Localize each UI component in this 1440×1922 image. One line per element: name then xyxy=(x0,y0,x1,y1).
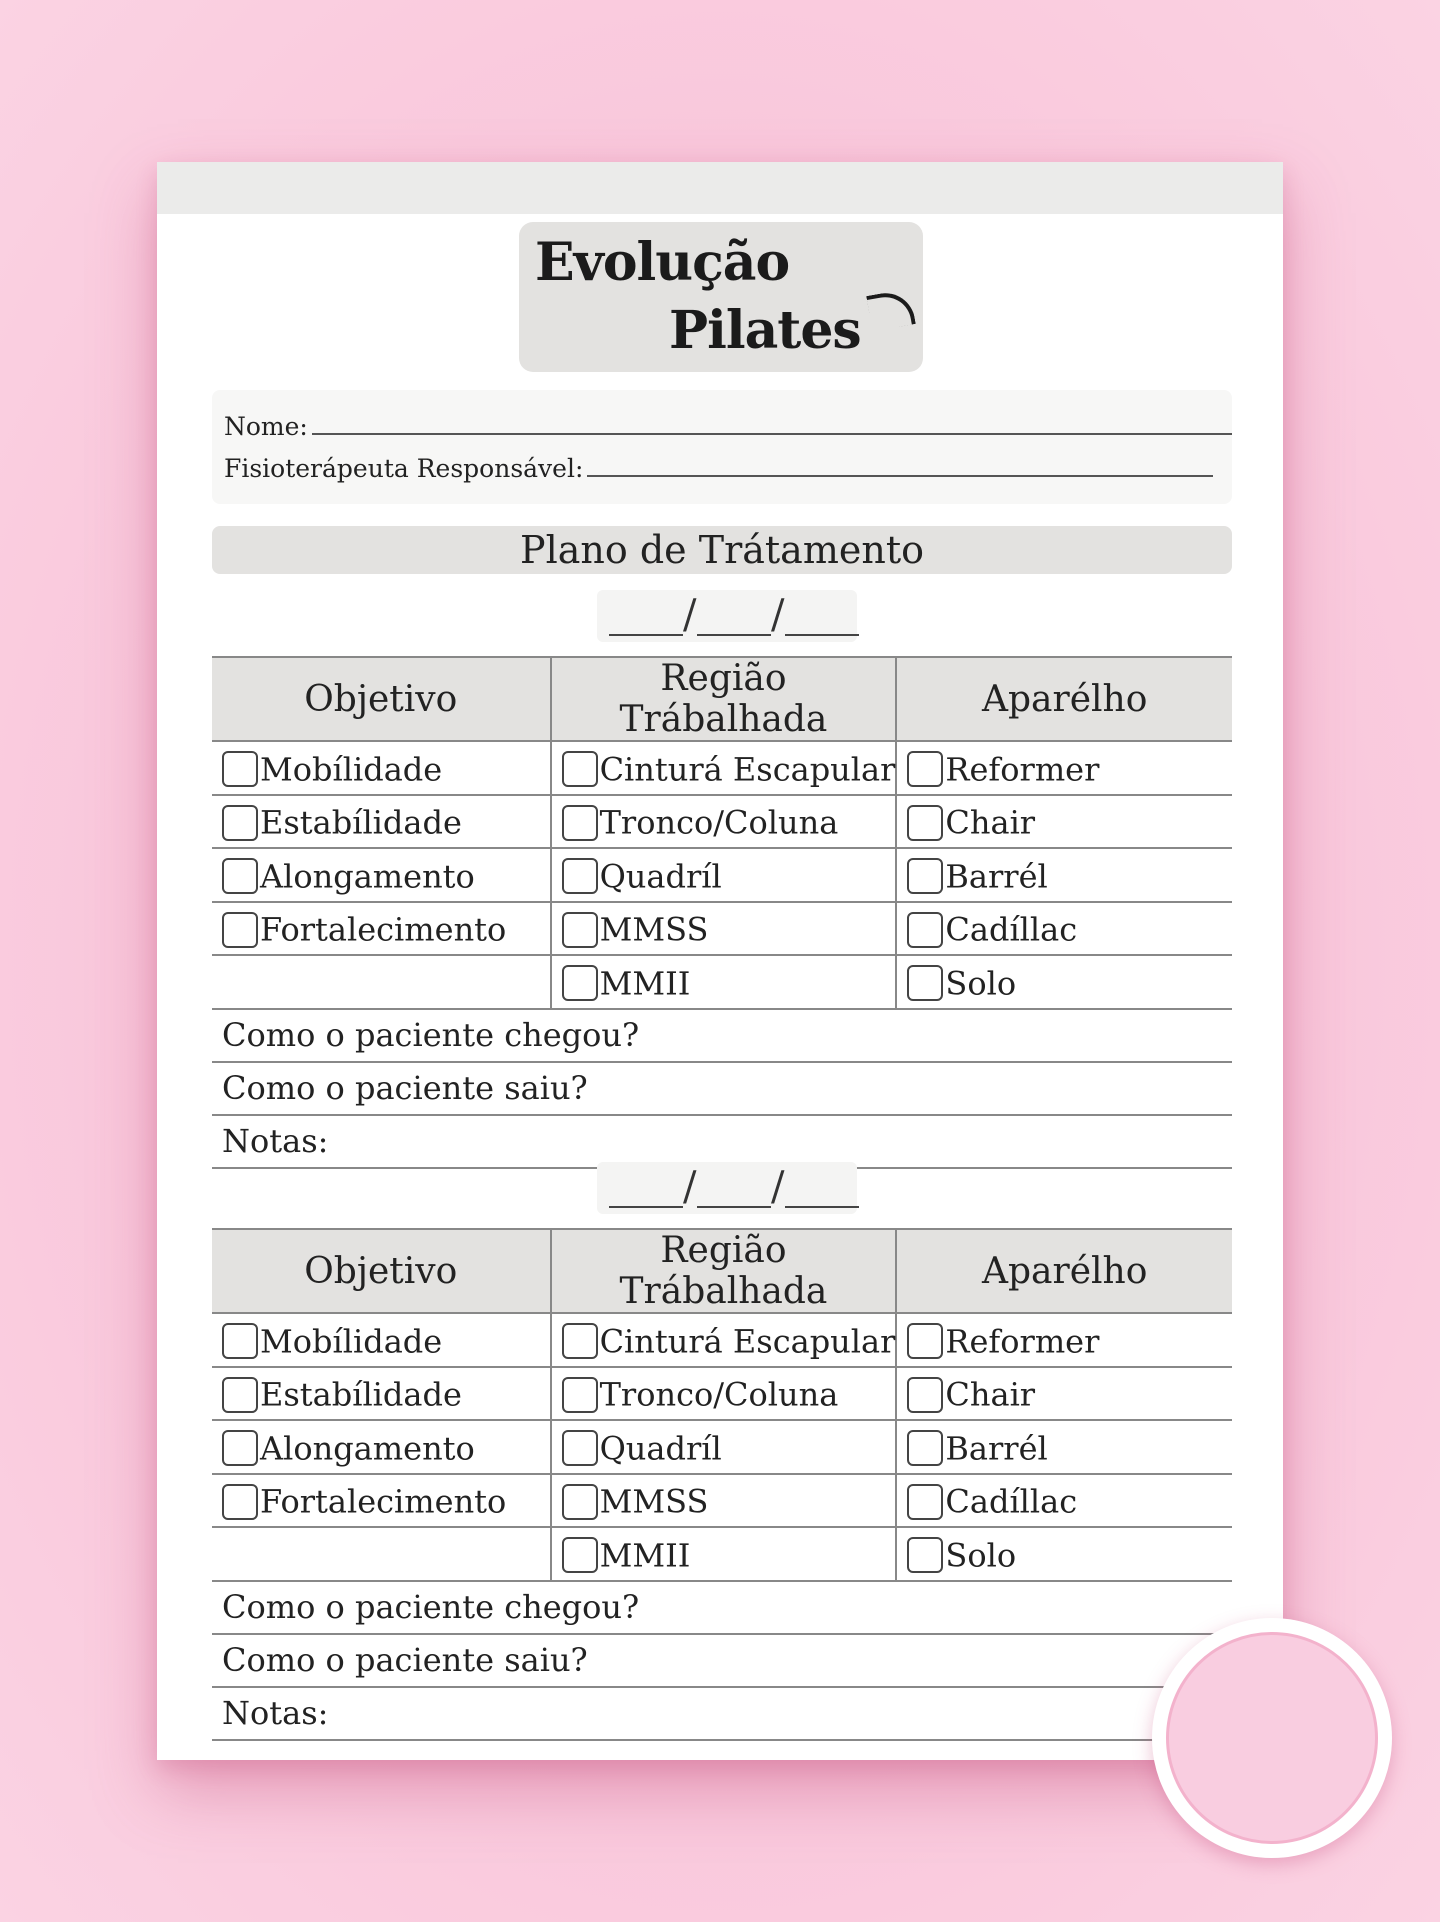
option-cell[interactable] xyxy=(212,741,551,795)
title-box xyxy=(519,222,923,372)
table-row xyxy=(212,1474,1232,1528)
option-label: Chair xyxy=(945,1375,1036,1414)
option-label: Tronco/Coluna xyxy=(599,1375,839,1414)
table-row xyxy=(212,795,1232,849)
option-cell[interactable] xyxy=(212,902,551,956)
option-cell[interactable] xyxy=(896,902,1232,956)
option-cell[interactable] xyxy=(212,1367,551,1421)
header-regiao: Região Trábalhada xyxy=(551,657,897,741)
table-row xyxy=(212,902,1232,956)
header-objetivo: Objetivo xyxy=(212,1229,551,1313)
option-label: MMSS xyxy=(599,910,709,949)
name-row xyxy=(224,412,1232,441)
table-row xyxy=(212,848,1232,902)
date-year-1[interactable] xyxy=(785,634,859,636)
checkbox[interactable] xyxy=(907,1537,943,1573)
option-label: Estabílidade xyxy=(260,1375,462,1414)
option-cell[interactable] xyxy=(551,795,897,849)
question-arrival[interactable]: Como o paciente chegou? xyxy=(212,1009,1232,1062)
table-row xyxy=(212,1313,1232,1367)
option-cell[interactable] xyxy=(551,1420,897,1474)
patient-info xyxy=(212,390,1232,504)
table-row xyxy=(212,741,1232,795)
option-cell[interactable] xyxy=(896,1420,1232,1474)
option-cell[interactable] xyxy=(551,1367,897,1421)
header-objetivo: Objetivo xyxy=(212,657,551,741)
date-field-1[interactable] xyxy=(597,590,857,642)
checkbox[interactable] xyxy=(562,1484,598,1520)
option-label: Fortalecimento xyxy=(260,910,507,949)
table-row xyxy=(212,1367,1232,1421)
checkbox[interactable] xyxy=(907,1430,943,1466)
option-label: MMII xyxy=(599,964,691,1002)
date-month-1[interactable] xyxy=(697,634,771,636)
date-field-2[interactable] xyxy=(597,1162,857,1214)
checkbox[interactable] xyxy=(907,965,943,1001)
option-label: Reformer xyxy=(945,750,1100,788)
option-label: Alongamento xyxy=(260,1429,475,1467)
option-cell[interactable] xyxy=(551,741,897,795)
date-slash: / xyxy=(771,592,785,638)
date-day-1[interactable] xyxy=(609,634,683,636)
notes-field[interactable]: Notas: xyxy=(212,1687,1232,1740)
checkbox[interactable] xyxy=(222,1430,258,1466)
option-cell[interactable] xyxy=(896,955,1232,1009)
option-label: Cadíllac xyxy=(945,1482,1078,1521)
checkbox[interactable] xyxy=(562,1377,598,1413)
option-label: Cinturá Escapular xyxy=(599,750,896,788)
option-label: MMSS xyxy=(599,1482,709,1521)
option-label: Solo xyxy=(945,964,1017,1002)
table-row xyxy=(212,1420,1232,1474)
checkbox[interactable] xyxy=(222,912,258,948)
evaluation-table-2 xyxy=(212,1228,1232,1741)
header-aparelho: Aparélho xyxy=(896,1229,1232,1313)
option-label: Cadíllac xyxy=(945,910,1078,949)
checkbox[interactable] xyxy=(562,858,598,894)
sheet-header-strip xyxy=(157,162,1283,214)
checkbox[interactable] xyxy=(907,805,943,841)
option-label: Quadríl xyxy=(599,857,722,895)
table-row xyxy=(212,1527,1232,1581)
option-label: Cinturá Escapular xyxy=(599,1322,896,1360)
option-cell[interactable] xyxy=(551,1527,897,1581)
checkbox[interactable] xyxy=(222,1377,258,1413)
corner-badge xyxy=(1152,1618,1392,1858)
table-row xyxy=(212,955,1232,1009)
date-year-2[interactable] xyxy=(785,1206,859,1208)
checkbox[interactable] xyxy=(562,912,598,948)
option-cell[interactable] xyxy=(212,1313,551,1367)
option-label: Chair xyxy=(945,803,1036,842)
question-arrival[interactable]: Como o paciente chegou? xyxy=(212,1581,1232,1634)
checkbox[interactable] xyxy=(907,1323,943,1359)
option-cell[interactable] xyxy=(896,1527,1232,1581)
question-row[interactable] xyxy=(212,1634,1232,1687)
physio-row xyxy=(224,454,1213,483)
question-row[interactable] xyxy=(212,1115,1232,1168)
date-day-2[interactable] xyxy=(609,1206,683,1208)
option-cell[interactable] xyxy=(212,1474,551,1528)
table-header xyxy=(212,1229,1232,1313)
header-aparelho: Aparélho xyxy=(896,657,1232,741)
option-cell[interactable] xyxy=(896,848,1232,902)
option-label: Barrél xyxy=(945,857,1048,895)
option-label: Quadríl xyxy=(599,1429,722,1467)
option-cell[interactable] xyxy=(896,1367,1232,1421)
checkbox[interactable] xyxy=(907,858,943,894)
option-cell[interactable] xyxy=(551,955,897,1009)
checkbox[interactable] xyxy=(222,1484,258,1520)
option-label: Fortalecimento xyxy=(260,1482,507,1521)
option-label: Solo xyxy=(945,1536,1017,1574)
option-label: Reformer xyxy=(945,1322,1100,1360)
empty-cell xyxy=(212,955,551,1009)
physio-label: Fisioterápeuta Responsável: xyxy=(224,454,584,483)
option-cell[interactable] xyxy=(896,1474,1232,1528)
checkbox[interactable] xyxy=(562,965,598,1001)
checkbox[interactable] xyxy=(562,1323,598,1359)
table-header xyxy=(212,657,1232,741)
checkbox[interactable] xyxy=(222,805,258,841)
option-label: Alongamento xyxy=(260,857,475,895)
question-row[interactable] xyxy=(212,1062,1232,1115)
option-cell[interactable] xyxy=(896,741,1232,795)
checkbox[interactable] xyxy=(222,1323,258,1359)
checkbox[interactable] xyxy=(562,1537,598,1573)
checkbox[interactable] xyxy=(562,1430,598,1466)
checkbox[interactable] xyxy=(907,751,943,787)
title-line1: Evolução xyxy=(535,232,790,293)
checkbox[interactable] xyxy=(907,1484,943,1520)
option-label: Barrél xyxy=(945,1429,1048,1467)
question-departure[interactable]: Como o paciente saiu? xyxy=(212,1062,1232,1115)
form-sheet xyxy=(157,162,1283,1760)
checkbox[interactable] xyxy=(907,912,943,948)
option-cell[interactable] xyxy=(551,848,897,902)
swash-icon xyxy=(866,288,916,331)
option-cell[interactable] xyxy=(551,902,897,956)
name-field[interactable] xyxy=(312,433,1232,435)
option-cell[interactable] xyxy=(212,848,551,902)
date-slash: / xyxy=(683,592,697,638)
header-regiao: Região Trábalhada xyxy=(551,1229,897,1313)
option-label: MMII xyxy=(599,1536,691,1574)
title-line2: Pilates xyxy=(669,300,861,361)
option-cell[interactable] xyxy=(212,1420,551,1474)
empty-cell xyxy=(212,1527,551,1581)
option-cell[interactable] xyxy=(551,1474,897,1528)
physio-field[interactable] xyxy=(587,475,1213,477)
evaluation-table-1 xyxy=(212,656,1232,1169)
notes-field[interactable]: Notas: xyxy=(212,1115,1232,1168)
option-cell[interactable] xyxy=(212,795,551,849)
date-month-2[interactable] xyxy=(697,1206,771,1208)
option-label: Estabílidade xyxy=(260,803,462,842)
date-slash: / xyxy=(771,1164,785,1210)
checkbox[interactable] xyxy=(562,751,598,787)
date-slash: / xyxy=(683,1164,697,1210)
plan-title: Plano de Trátamento xyxy=(212,526,1232,574)
option-label: Mobílidade xyxy=(260,750,443,788)
checkbox[interactable] xyxy=(222,751,258,787)
question-departure[interactable]: Como o paciente saiu? xyxy=(212,1634,1232,1687)
option-cell[interactable] xyxy=(896,1313,1232,1367)
badge-circle-icon xyxy=(1166,1632,1378,1844)
question-row[interactable] xyxy=(212,1009,1232,1062)
option-cell[interactable] xyxy=(551,1313,897,1367)
option-label: Mobílidade xyxy=(260,1322,443,1360)
option-label: Tronco/Coluna xyxy=(599,803,839,842)
checkbox[interactable] xyxy=(562,805,598,841)
name-label: Nome: xyxy=(224,412,308,441)
option-cell[interactable] xyxy=(896,795,1232,849)
checkbox[interactable] xyxy=(907,1377,943,1413)
question-row[interactable] xyxy=(212,1581,1232,1634)
checkbox[interactable] xyxy=(222,858,258,894)
question-row[interactable] xyxy=(212,1687,1232,1740)
